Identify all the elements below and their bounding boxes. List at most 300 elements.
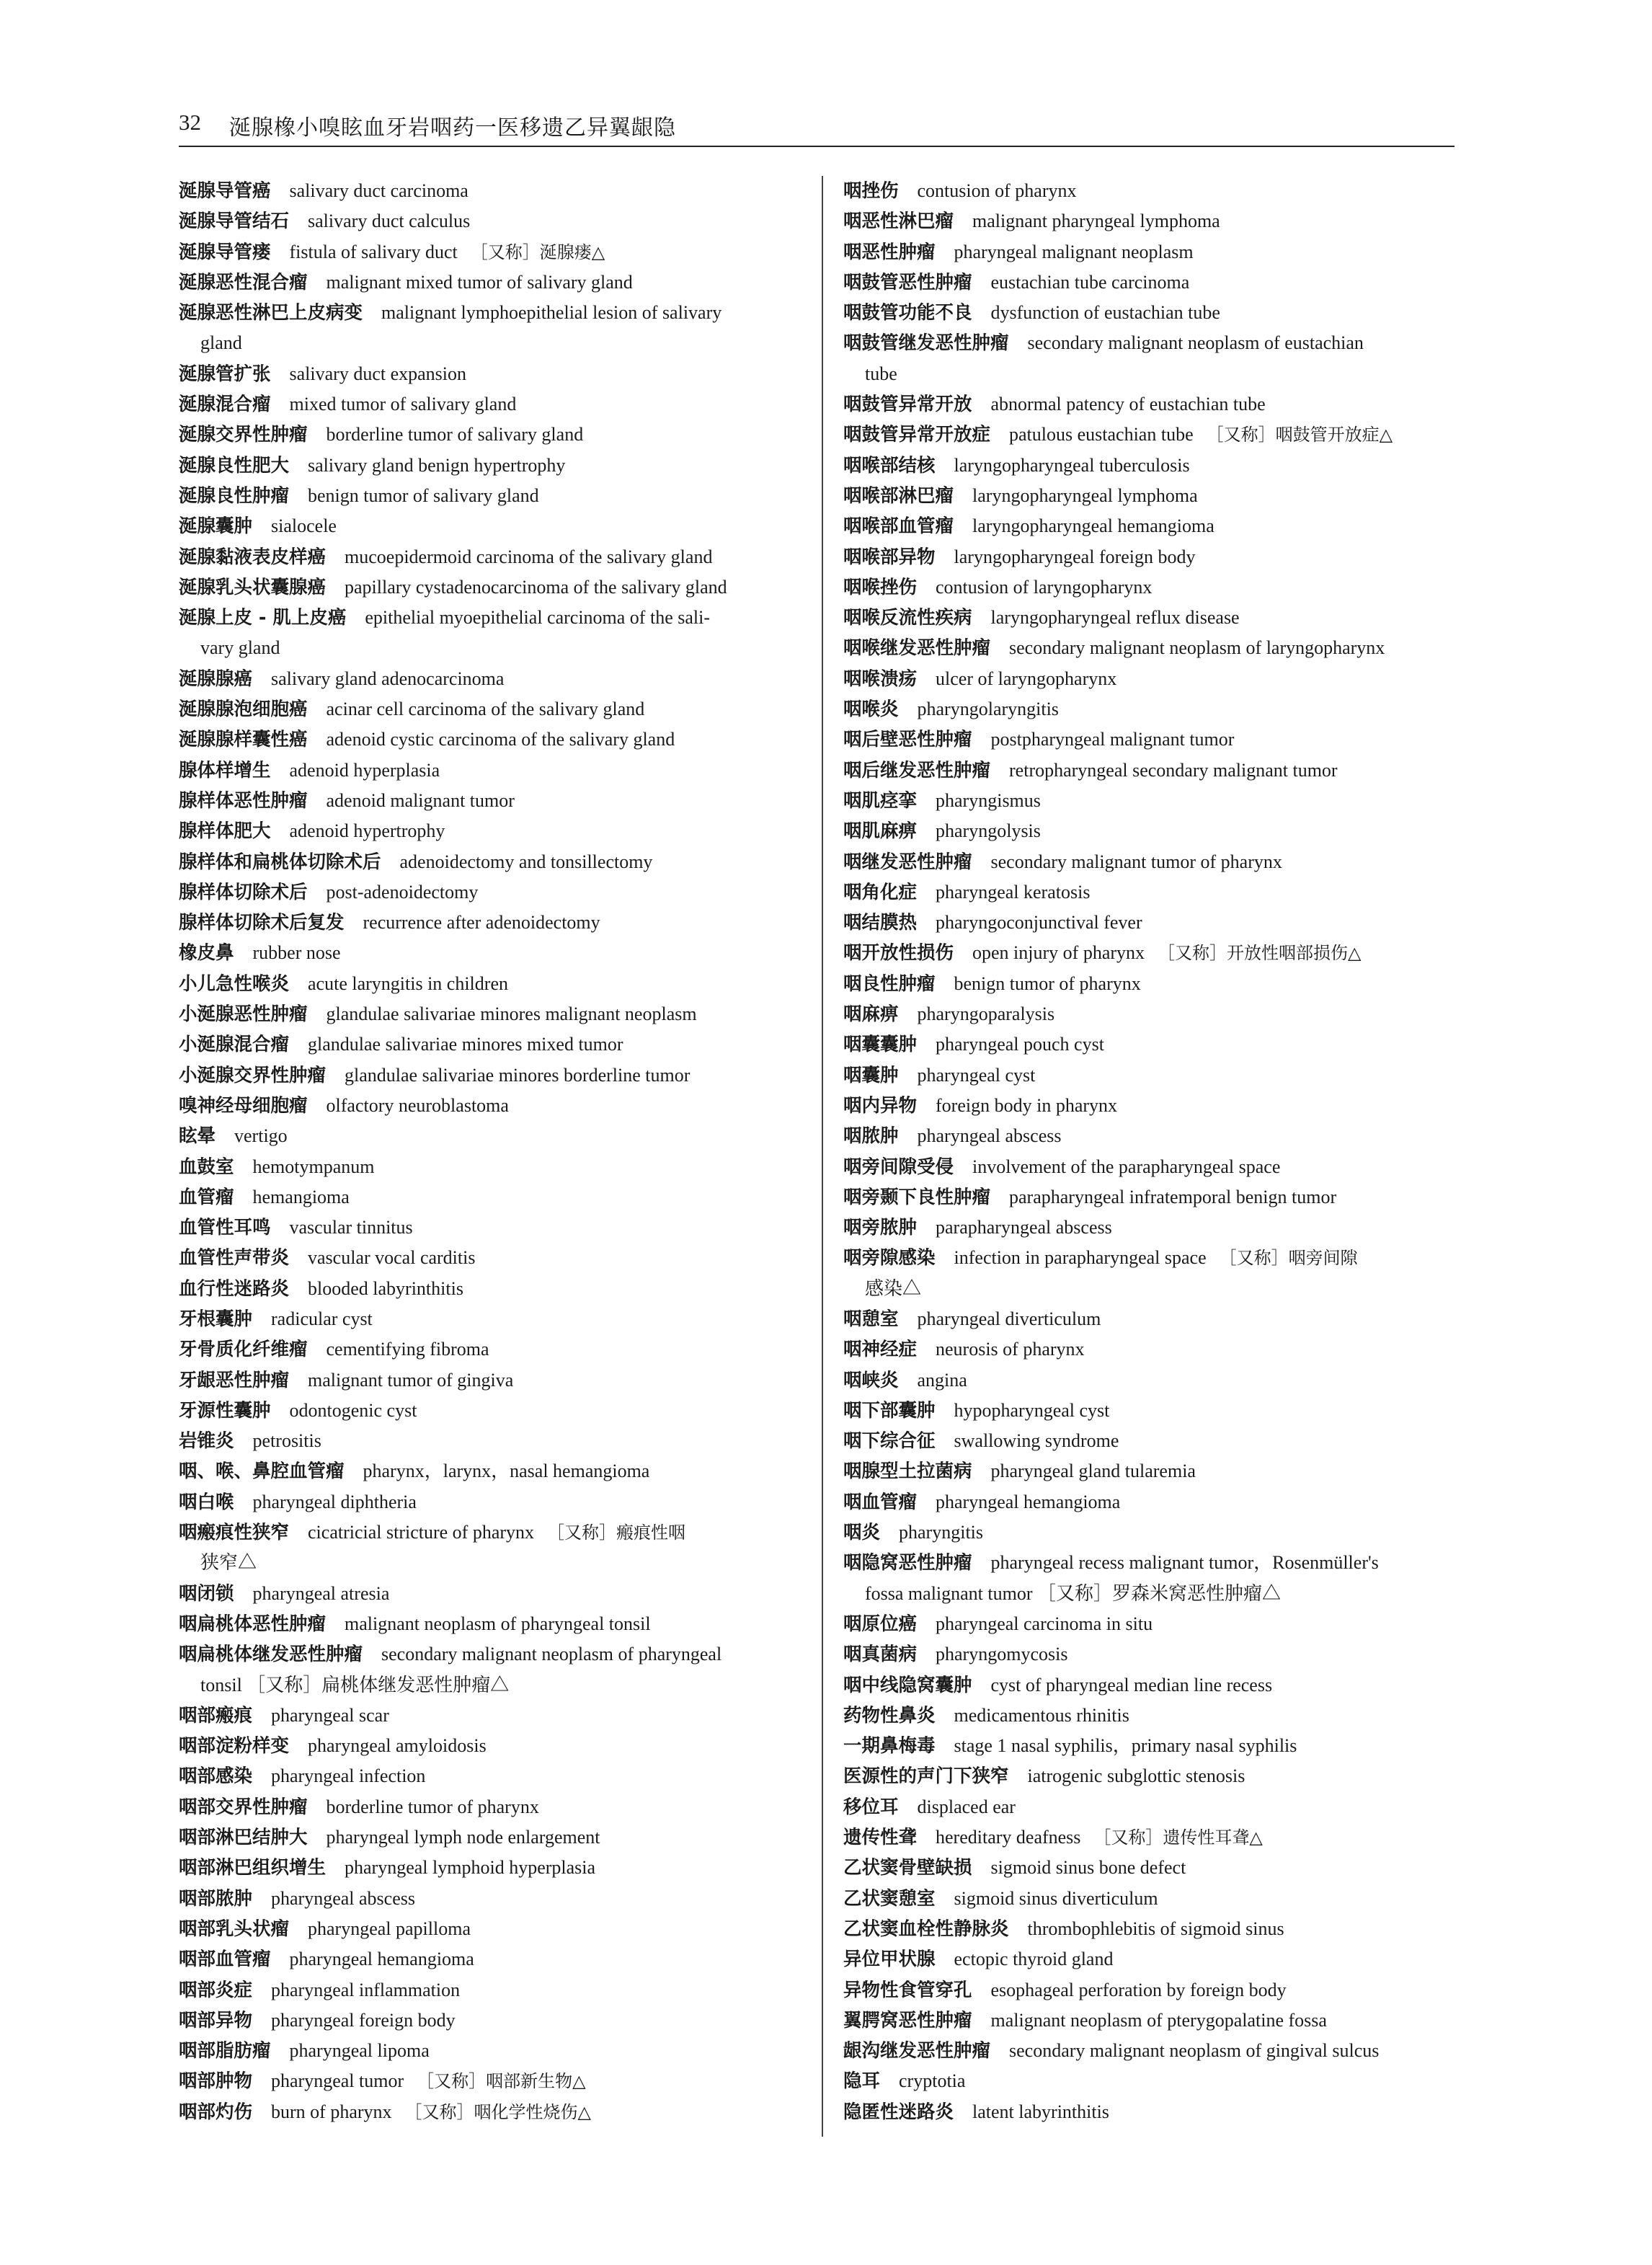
glossary-entry	[179, 511, 813, 541]
glossary-entry	[179, 1304, 813, 1334]
glossary-entry	[843, 389, 1455, 420]
term-english: thrombophlebitis of sigmoid sinus	[1027, 1918, 1284, 1939]
term-english: vascular tinnitus	[289, 1217, 413, 1238]
glossary-entry	[843, 999, 1455, 1029]
glossary-entry	[843, 1304, 1455, 1334]
page-number: 32	[179, 110, 201, 135]
term-english: pharyngeal hemangioma	[289, 1949, 474, 1970]
term-chinese: 咽喉溃疡	[843, 668, 918, 690]
term-chinese: 咽喉部结核	[843, 454, 936, 477]
glossary-entry	[179, 724, 813, 755]
glossary-entry	[843, 603, 1455, 633]
term-chinese: 咽部淋巴结肿大	[179, 1827, 308, 1849]
term-chinese: 咽鼓管继发恶性肿瘤	[843, 332, 1009, 355]
term-chinese: 腺样体切除术后	[179, 881, 308, 903]
glossary-entry	[843, 1243, 1455, 1304]
glossary-entry	[179, 1579, 813, 1609]
glossary-entry	[179, 298, 813, 359]
term-english: laryngopharyngeal hemangioma	[972, 515, 1214, 537]
term-english: salivary gland benign hypertrophy	[308, 454, 566, 476]
term-english: malignant neoplasm of pterygopalatine fossa	[990, 2009, 1327, 2031]
glossary-entry	[179, 755, 813, 786]
glossary-entry	[179, 816, 813, 846]
term-chinese: 咽恶性淋巴瘤	[843, 210, 954, 233]
glossary-entry	[843, 1334, 1455, 1365]
glossary-entry	[179, 877, 813, 908]
term-english: pharyngeal cyst	[917, 1064, 1036, 1086]
term-english: glandulae salivariae minores malignant neoplasm	[326, 1003, 697, 1025]
term-chinese: 咽鼓管异常开放	[843, 394, 972, 416]
term-chinese: 牙龈恶性肿瘤	[179, 1369, 290, 1391]
term-english: burn of pharynx	[271, 2101, 392, 2122]
glossary-entry	[179, 451, 813, 481]
term-chinese: 一期鼻梅毒	[843, 1735, 936, 1758]
term-chinese: 咽鼓管异常开放症	[843, 424, 991, 446]
term-chinese: 涎腺腺样囊性癌	[179, 729, 308, 751]
term-english: postpharyngeal malignant tumor	[990, 729, 1235, 750]
glossary-entry	[843, 755, 1455, 786]
term-english: foreign body in pharynx	[936, 1094, 1118, 1116]
glossary-entry	[179, 389, 813, 420]
term-chinese: 涎腺交界性肿瘤	[179, 424, 308, 446]
term-chinese: 咽后壁恶性肿瘤	[843, 729, 972, 751]
glossary-entry	[843, 1609, 1455, 1639]
glossary-entry	[843, 1731, 1455, 1761]
term-chinese: 牙根囊肿	[179, 1308, 253, 1330]
term-chinese: 咽部脂肪瘤	[179, 2040, 271, 2062]
glossary-entry	[843, 328, 1455, 389]
term-chinese: 眩晕	[179, 1125, 216, 1148]
glossary-entry	[179, 908, 813, 938]
term-english: retropharyngeal secondary malignant tumor	[1009, 759, 1338, 781]
term-english: pharyngolaryngitis	[917, 699, 1059, 720]
term-chinese: 异位甲状腺	[843, 1949, 936, 1971]
term-english: pharyngeal malignant neoplasm	[954, 241, 1194, 262]
glossary-entry	[179, 572, 813, 603]
glossary-entry	[843, 176, 1455, 206]
term-chinese: 乙状窦骨壁缺损	[843, 1857, 972, 1879]
term-english: salivary duct carcinoma	[289, 180, 468, 201]
term-chinese: 橡皮鼻	[179, 942, 234, 965]
term-english: pharyngoconjunctival fever	[936, 912, 1142, 934]
term-english: acute laryngitis in children	[308, 972, 508, 994]
term-english: mucoepidermoid carcinoma of the salivary gland	[345, 546, 713, 567]
term-english: pharyngeal recess malignant tumor，Rosenmüller's	[990, 1552, 1379, 1574]
glossary-entry	[843, 1426, 1455, 1456]
term-english: pharyngeal atresia	[252, 1582, 390, 1604]
term-english: secondary malignant neoplasm of gingival sulcus	[1009, 2040, 1380, 2062]
glossary-entry	[179, 359, 813, 389]
term-english: involvement of the parapharyngeal space	[972, 1156, 1281, 1177]
glossary-entry	[843, 1487, 1455, 1517]
term-english: pharyngeal keratosis	[936, 881, 1091, 903]
term-chinese: 咽喉部淋巴瘤	[843, 484, 954, 507]
term-english: salivary gland adenocarcinoma	[271, 668, 505, 689]
term-english: malignant neoplasm of pharyngeal tonsil	[345, 1613, 651, 1634]
glossary-entry	[843, 2097, 1455, 2127]
glossary-entry	[179, 1701, 813, 1731]
term-english: adenoid cystic carcinoma of the salivary gland	[326, 729, 675, 750]
term-chinese: 涎腺恶性淋巴上皮病变	[179, 302, 363, 324]
term-english: pharyngeal scar	[271, 1704, 389, 1726]
glossary-entry	[843, 1975, 1455, 2005]
term-english: malignant mixed tumor of salivary gland	[326, 271, 633, 293]
term-english: cicatricial stricture of pharynx	[308, 1522, 535, 1543]
term-continuation: fossa malignant tumor ［又称］罗森米窝恶性肿瘤△	[865, 1582, 1282, 1604]
term-english: benign tumor of pharynx	[954, 972, 1141, 994]
glossary-entry	[843, 420, 1455, 450]
term-english: secondary malignant tumor of pharynx	[990, 851, 1282, 872]
term-english: pharyngeal hemangioma	[936, 1491, 1121, 1512]
term-english: laryngopharyngeal reflux disease	[990, 607, 1240, 629]
term-chinese: 血管瘤	[179, 1186, 234, 1208]
glossary-entry	[843, 1884, 1455, 1914]
term-chinese: 隐匿性迷路炎	[843, 2101, 954, 2123]
glossary-entry	[179, 1091, 813, 1121]
term-chinese: 腺样体恶性肿瘤	[179, 789, 308, 812]
term-english: sigmoid sinus diverticulum	[954, 1887, 1158, 1909]
term-english: open injury of pharynx	[972, 942, 1145, 964]
term-english: dysfunction of eustachian tube	[990, 302, 1220, 324]
term-english: post-adenoidectomy	[326, 881, 479, 903]
term-chinese: 涎腺黏液表皮样癌	[179, 546, 327, 568]
term-english: pharyngeal foreign body	[271, 2009, 456, 2031]
term-chinese: 涎腺上皮 - 肌上皮癌	[179, 607, 347, 629]
glossary-entry	[843, 694, 1455, 724]
term-english: malignant pharyngeal lymphoma	[972, 210, 1220, 232]
glossary-entry	[179, 2005, 813, 2036]
left-column	[179, 176, 813, 2127]
term-english: laryngopharyngeal foreign body	[954, 546, 1196, 567]
glossary-entry	[843, 1029, 1455, 1060]
right-column	[843, 176, 1455, 2127]
term-chinese: 药物性鼻炎	[843, 1704, 936, 1727]
glossary-entry	[179, 1365, 813, 1396]
term-english: swallowing syndrome	[954, 1430, 1119, 1452]
term-chinese: 咽、喉、鼻腔血管瘤	[179, 1460, 345, 1483]
glossary-entry	[179, 1975, 813, 2005]
glossary-entry	[843, 1121, 1455, 1151]
glossary-entry	[843, 511, 1455, 541]
term-chinese: 涎腺恶性混合瘤	[179, 271, 308, 293]
term-english: angina	[917, 1369, 967, 1391]
term-chinese: 咽良性肿瘤	[843, 972, 936, 995]
term-english: pharyngeal lymph node enlargement	[326, 1827, 600, 1848]
glossary-entry	[179, 1822, 813, 1853]
term-chinese: 血管性声带炎	[179, 1247, 290, 1269]
term-english: borderline tumor of salivary gland	[326, 424, 584, 446]
term-english: salivary duct calculus	[308, 210, 471, 232]
term-english: papillary cystadenocarcinoma of the salivary gland	[345, 576, 727, 598]
term-chinese: 小涎腺交界性肿瘤	[179, 1064, 327, 1086]
term-chinese: 龈沟继发恶性肿瘤	[843, 2040, 991, 2062]
glossary-entry	[843, 1944, 1455, 1974]
glossary-entry	[179, 938, 813, 968]
glossary-entry	[843, 1182, 1455, 1213]
term-chinese: 咽部淋巴组织增生	[179, 1857, 327, 1879]
term-chinese: 咽瘢痕性狭窄	[179, 1522, 290, 1544]
term-chinese: 腺样体和扁桃体切除术后	[179, 851, 381, 873]
term-english: abnormal patency of eustachian tube	[990, 394, 1266, 415]
glossary-entry	[843, 542, 1455, 572]
term-english: secondary malignant neoplasm of eustachian	[1027, 332, 1364, 354]
term-english: parapharyngeal infratemporal benign tumor	[1009, 1186, 1337, 1207]
term-chinese: 咽开放性损伤	[843, 942, 954, 965]
glossary-entry	[843, 2036, 1455, 2066]
glossary-entry	[843, 786, 1455, 816]
term-english: blooded labyrinthitis	[308, 1277, 463, 1299]
term-english: pharyngeal inflammation	[271, 1979, 461, 2000]
term-english: pharyngeal lymphoid hyperplasia	[345, 1857, 596, 1879]
glossary-entry	[179, 847, 813, 877]
term-english: pharyngeal abscess	[271, 1887, 415, 1909]
term-english: contusion of laryngopharynx	[936, 576, 1153, 598]
term-english: mixed tumor of salivary gland	[289, 394, 517, 415]
glossary-entry	[843, 1396, 1455, 1426]
term-alias: ［又称］咽化学性烧伤△	[404, 2101, 591, 2122]
term-english: parapharyngeal abscess	[936, 1217, 1112, 1238]
glossary-entry	[179, 969, 813, 999]
term-chinese: 牙骨质化纤维瘤	[179, 1339, 308, 1361]
term-chinese: 咽白喉	[179, 1491, 234, 1513]
term-chinese: 血鼓室	[179, 1156, 234, 1178]
glossary-entry	[179, 1914, 813, 1944]
term-chinese: 血行性迷路炎	[179, 1277, 290, 1300]
term-english: pharyngismus	[936, 789, 1041, 811]
term-chinese: 嗅神经母细胞瘤	[179, 1094, 308, 1117]
term-chinese: 咽下部囊肿	[843, 1399, 936, 1422]
term-chinese: 涎腺导管瘘	[179, 241, 271, 263]
term-chinese: 咽后继发恶性肿瘤	[843, 759, 991, 781]
term-chinese: 咽部炎症	[179, 1979, 253, 2001]
term-chinese: 咽旁隙感染	[843, 1247, 936, 1269]
glossary-entry	[843, 1761, 1455, 1791]
glossary-entry	[843, 1456, 1455, 1486]
term-chinese: 咽部灼伤	[179, 2101, 253, 2123]
term-chinese: 牙源性囊肿	[179, 1399, 271, 1422]
term-english: contusion of pharynx	[917, 180, 1077, 201]
term-chinese: 咽肌麻痹	[843, 820, 918, 843]
term-english: adenoidectomy and tonsillectomy	[399, 851, 653, 872]
glossary-entry	[179, 1426, 813, 1456]
term-english: pharyngeal carcinoma in situ	[936, 1613, 1153, 1634]
glossary-entry	[179, 1213, 813, 1243]
term-english: cyst of pharyngeal median line recess	[990, 1674, 1273, 1696]
glossary-entry	[843, 1213, 1455, 1243]
glossary-entry	[179, 1121, 813, 1151]
term-chinese: 咽恶性肿瘤	[843, 241, 936, 263]
glossary-entry	[843, 1853, 1455, 1883]
term-english: cryptotia	[899, 2070, 966, 2092]
term-english: pharyngoparalysis	[917, 1003, 1055, 1025]
term-chinese: 小涎腺恶性肿瘤	[179, 1003, 308, 1026]
term-english: pharyngeal amyloidosis	[308, 1735, 487, 1757]
term-english: hemotympanum	[252, 1156, 375, 1177]
glossary-entry	[179, 1609, 813, 1639]
term-chinese: 咽憩室	[843, 1308, 899, 1330]
term-chinese: 咽旁颞下良性肿瘤	[843, 1186, 991, 1208]
term-chinese: 咽部异物	[179, 2009, 253, 2031]
term-alias: ［又称］开放性咽部损伤△	[1158, 943, 1362, 964]
term-english: pharyngeal papilloma	[308, 1918, 471, 1939]
glossary-entry	[179, 2066, 813, 2096]
glossary-entry	[843, 847, 1455, 877]
term-chinese: 咽囊囊肿	[843, 1034, 918, 1056]
term-chinese: 咽神经症	[843, 1339, 918, 1361]
term-english: ectopic thyroid gland	[954, 1949, 1114, 1970]
term-chinese: 咽真菌病	[843, 1644, 918, 1666]
term-chinese: 腺体样增生	[179, 759, 271, 781]
term-chinese: 咽继发恶性肿瘤	[843, 851, 972, 873]
glossary-entry	[843, 2005, 1455, 2036]
term-continuation: 狭窄△	[200, 1552, 257, 1574]
term-chinese: 腺样体切除术后复发	[179, 912, 345, 934]
glossary-entry	[843, 1517, 1455, 1548]
term-chinese: 医源性的声门下狭窄	[843, 1765, 1009, 1788]
term-continuation: gland	[200, 332, 242, 354]
term-english: iatrogenic subglottic stenosis	[1027, 1765, 1245, 1787]
term-english: secondary malignant neoplasm of laryngopharynx	[1009, 637, 1385, 659]
glossary-entry	[179, 267, 813, 298]
term-chinese: 咽部乳头状瘤	[179, 1918, 290, 1940]
glossary-entry	[843, 633, 1455, 663]
glossary-entry	[843, 1914, 1455, 1944]
glossary-entry	[179, 1853, 813, 1883]
term-chinese: 咽麻痹	[843, 1003, 899, 1026]
term-english: pharyngomycosis	[936, 1644, 1068, 1665]
term-english: pharyngolysis	[936, 820, 1041, 842]
glossary-entry	[179, 1274, 813, 1304]
glossary-entry	[179, 1243, 813, 1273]
term-english: pharyngeal abscess	[917, 1125, 1062, 1147]
term-chinese: 涎腺导管癌	[179, 180, 271, 202]
term-english: pharyngeal diverticulum	[917, 1308, 1101, 1329]
term-chinese: 移位耳	[843, 1796, 899, 1818]
term-english: vascular vocal carditis	[308, 1247, 476, 1269]
term-english: laryngopharyngeal lymphoma	[972, 484, 1198, 506]
glossary-entry	[843, 451, 1455, 481]
glossary-entry	[179, 542, 813, 572]
term-alias: ［又称］涎腺瘘△	[470, 241, 605, 262]
glossary-entry	[843, 664, 1455, 694]
term-continuation: tonsil ［又称］扁桃体继发恶性肿瘤△	[200, 1674, 510, 1696]
term-english: esophageal perforation by foreign body	[990, 1979, 1287, 2000]
glossary-entry	[179, 2097, 813, 2127]
term-english: adenoid hypertrophy	[289, 820, 445, 842]
glossary-entry	[843, 1701, 1455, 1731]
term-chinese: 咽下综合征	[843, 1430, 936, 1453]
running-head: 涎腺橡小嗅眩血牙岩咽药一医移遗乙异翼龈隐	[229, 115, 676, 141]
term-english: odontogenic cyst	[289, 1399, 417, 1421]
glossary-entry	[843, 1822, 1455, 1853]
glossary-entry	[843, 816, 1455, 846]
term-chinese: 涎腺腺泡细胞癌	[179, 699, 308, 721]
term-chinese: 咽部血管瘤	[179, 1949, 271, 1971]
term-chinese: 咽喉炎	[843, 699, 899, 721]
term-continuation: tube	[865, 363, 897, 384]
term-english: medicamentous rhinitis	[954, 1704, 1129, 1726]
term-chinese: 咽峡炎	[843, 1369, 899, 1391]
term-chinese: 咽部感染	[179, 1765, 253, 1788]
glossary-entry	[179, 1487, 813, 1517]
term-english: pharyngeal gland tularemia	[990, 1460, 1196, 1482]
term-chinese: 小儿急性喉炎	[179, 972, 290, 995]
term-english: pharyngitis	[899, 1522, 984, 1543]
glossary-entry	[179, 694, 813, 724]
term-chinese: 咽喉挫伤	[843, 576, 918, 598]
term-chinese: 涎腺混合瘤	[179, 394, 271, 416]
term-chinese: 乙状窦血栓性静脉炎	[843, 1918, 1009, 1940]
glossary-entry	[843, 298, 1455, 328]
glossary-entry	[179, 420, 813, 450]
term-english: hemangioma	[252, 1186, 350, 1207]
glossary-entry	[843, 1548, 1455, 1609]
term-english: neurosis of pharynx	[936, 1339, 1085, 1360]
glossary-entry	[179, 1182, 813, 1213]
glossary-entry	[843, 572, 1455, 603]
term-chinese: 咽结膜热	[843, 912, 918, 934]
term-chinese: 咽扁桃体继发恶性肿瘤	[179, 1644, 363, 1666]
term-english: laryngopharyngeal tuberculosis	[954, 454, 1190, 476]
term-chinese: 涎腺腺癌	[179, 668, 253, 690]
term-continuation: vary gland	[200, 637, 280, 659]
glossary-entry	[179, 1152, 813, 1182]
term-chinese: 异物性食管穿孔	[843, 1979, 972, 2001]
term-chinese: 血管性耳鸣	[179, 1217, 271, 1239]
glossary-entry	[843, 237, 1455, 267]
term-english: pharynx，larynx，nasal hemangioma	[363, 1460, 650, 1482]
term-chinese: 咽角化症	[843, 881, 918, 903]
term-english: pharyngeal pouch cyst	[936, 1034, 1104, 1055]
term-english: rubber nose	[252, 942, 341, 964]
glossary-entry	[843, 938, 1455, 968]
term-english: borderline tumor of pharynx	[326, 1796, 539, 1817]
term-chinese: 涎腺管扩张	[179, 363, 271, 385]
glossary-entry	[843, 969, 1455, 999]
glossary-entry	[843, 1365, 1455, 1396]
glossary-entry	[843, 2066, 1455, 2096]
term-chinese: 咽鼓管功能不良	[843, 302, 972, 324]
term-english: secondary malignant neoplasm of pharyngeal	[381, 1644, 722, 1665]
glossary-entry	[843, 877, 1455, 908]
term-chinese: 涎腺囊肿	[179, 515, 253, 538]
term-english: pharyngeal diphtheria	[252, 1491, 417, 1512]
term-english: pharyngeal infection	[271, 1765, 426, 1787]
term-chinese: 咽旁脓肿	[843, 1217, 918, 1239]
term-chinese: 翼腭窝恶性肿瘤	[843, 2009, 972, 2031]
glossary-entry	[179, 1792, 813, 1822]
term-chinese: 咽血管瘤	[843, 1491, 918, 1513]
term-chinese: 隐耳	[843, 2070, 881, 2093]
term-chinese: 小涎腺混合瘤	[179, 1034, 290, 1056]
glossary-entry	[843, 1091, 1455, 1121]
term-alias: ［又称］咽部新生物△	[417, 2071, 586, 2092]
term-chinese: 咽部交界性肿瘤	[179, 1796, 308, 1818]
term-english: eustachian tube carcinoma	[990, 271, 1190, 293]
glossary-entry	[843, 206, 1455, 236]
glossary-entry	[179, 664, 813, 694]
term-english: infection in parapharyngeal space	[954, 1247, 1207, 1269]
term-chinese: 咽部瘢痕	[179, 1704, 253, 1727]
term-chinese: 咽部脓肿	[179, 1887, 253, 1910]
glossary-entry	[179, 1517, 813, 1579]
term-english: pharyngeal lipoma	[289, 2040, 430, 2062]
term-chinese: 咽部淀粉样变	[179, 1735, 290, 1758]
term-english: stage 1 nasal syphilis，primary nasal syphilis	[954, 1735, 1297, 1757]
term-chinese: 涎腺乳头状囊腺癌	[179, 576, 327, 598]
term-chinese: 咽中线隐窝囊肿	[843, 1674, 972, 1696]
term-alias: ［又称］瘢痕性咽	[547, 1522, 686, 1543]
